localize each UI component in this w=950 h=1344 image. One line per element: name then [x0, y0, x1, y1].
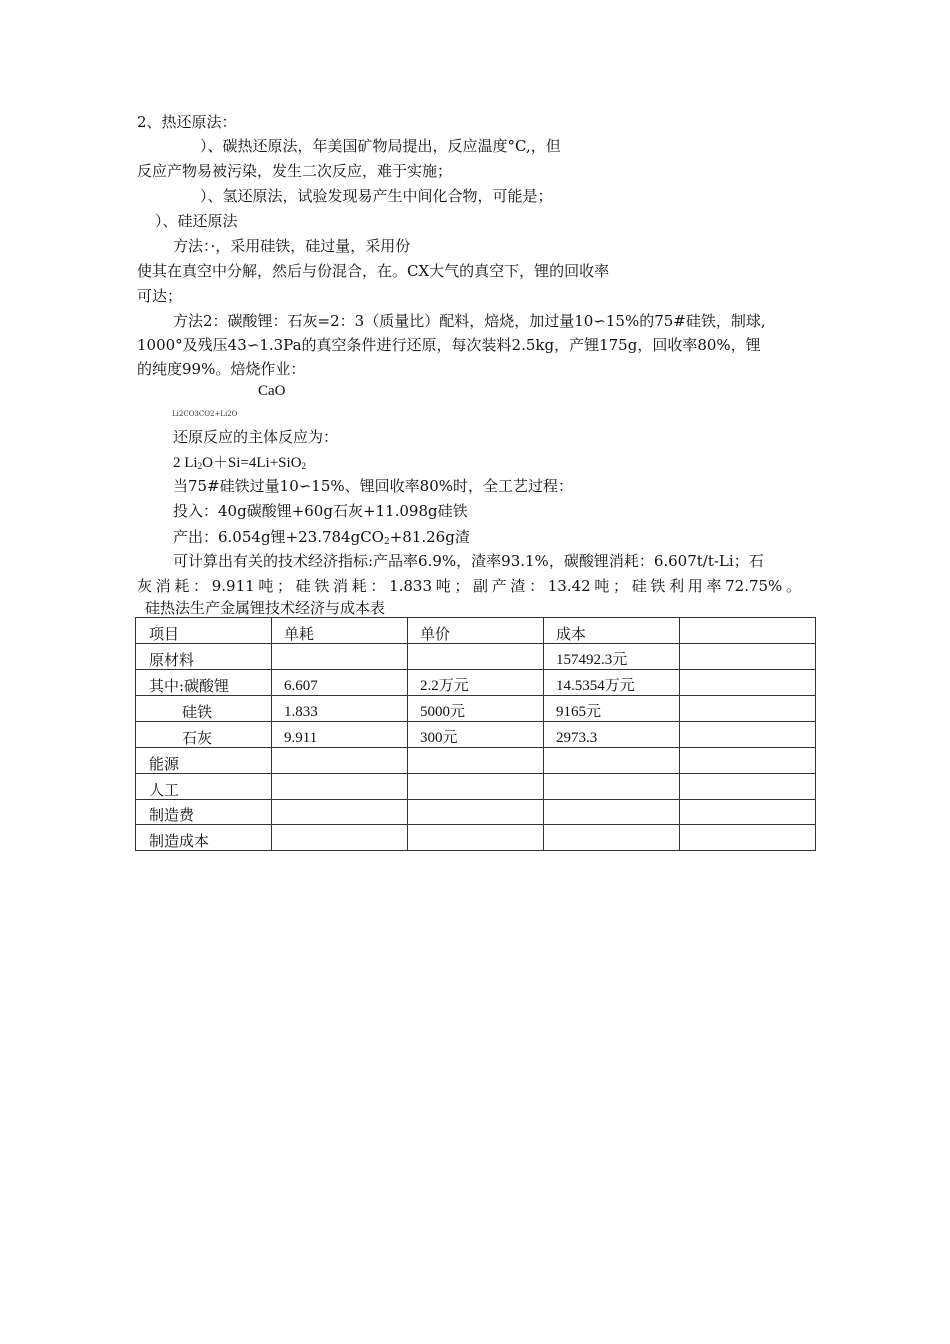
table-cell: [680, 696, 816, 722]
text-line: ）、氢还原法，试验发现易产生中间化合物，可能是；: [200, 187, 553, 205]
table-header-row: [136, 618, 816, 644]
table-cell: [272, 825, 408, 851]
table-cell: [408, 748, 544, 774]
text-line: 灰消耗：9.911吨；硅铁消耗：1.833吨；副产渣：13.42吨；硅铁利用率72.75%。: [137, 577, 801, 595]
table-cell: [680, 825, 816, 851]
table-cell: 157492.3元: [544, 644, 680, 670]
table-cell: 原材料: [136, 644, 272, 670]
table-cell: [680, 644, 816, 670]
table-cell: 制造费: [136, 800, 272, 825]
table-cell: [680, 800, 816, 825]
text-line: 方法：·，采用硅铁，硅过量，采用份: [173, 237, 411, 255]
table-cell: 1.833: [272, 696, 408, 722]
table-cell: [680, 774, 816, 800]
table-cell: [680, 722, 816, 748]
table-cell: 制造成本: [136, 825, 272, 851]
table-cell: [408, 774, 544, 800]
table-row: [136, 670, 816, 696]
table-row: [136, 800, 816, 825]
table-row: [136, 696, 816, 722]
text-line: 还原反应的主体反应为：: [173, 428, 339, 446]
table-cell: 能源: [136, 748, 272, 774]
header-cell: 单耗: [272, 618, 408, 644]
table-cell: [272, 644, 408, 670]
table-cell: 9165元: [544, 696, 680, 722]
table-cell: 2.2万元: [408, 670, 544, 696]
formula-tiny: Li2CO3CO2+Li2O: [172, 410, 238, 418]
text-line: 可达；: [137, 287, 183, 305]
table-cell: 300元: [408, 722, 544, 748]
table-cell: [408, 825, 544, 851]
table-cell: 其中:碳酸锂: [136, 670, 272, 696]
table-cell: [544, 825, 680, 851]
table-cell: [544, 748, 680, 774]
table-cell: 石灰: [136, 722, 272, 748]
table-cell: 14.5354万元: [544, 670, 680, 696]
table-cell: 6.607: [272, 670, 408, 696]
table-cell: [680, 670, 816, 696]
table-cell: [272, 748, 408, 774]
table-cell: 人工: [136, 774, 272, 800]
text-line: 当75#硅铁过量10∽15%、锂回收率80%时，全工艺过程：: [173, 477, 573, 495]
reaction-equation: 2 $Li_2O+Si=4Li+SiO_2$: [173, 455, 307, 471]
header-cell: 成本: [544, 618, 680, 644]
table-cell: [408, 800, 544, 825]
table-row: [136, 825, 816, 851]
table-cell: 硅铁: [136, 696, 272, 722]
text-line: 投入：40g碳酸锂+60g石灰+11.098g硅铁: [173, 502, 468, 520]
table-row: [136, 774, 816, 800]
table-cell: 2973.3: [544, 722, 680, 748]
text-line: 方法2：碳酸锂：石灰=2：3（质量比）配料，焙烧，加过量10∽15%的75#硅铁，制球,: [173, 312, 766, 330]
table-cell: [544, 774, 680, 800]
text-line: ）、硅还原法: [155, 212, 238, 230]
text-line: 使其在真空中分解，然后与份混合，在。CX大气的真空下，锂的回收率: [137, 262, 610, 280]
header-cell: [680, 618, 816, 644]
text-line: 可计算出有关的技术经济指标:产品率6.9%，渣率93.1%，碳酸锂消耗：6.607t/t-Li；石: [173, 552, 764, 570]
table-caption: 硅热法生产金属锂技术经济与成本表: [145, 599, 386, 617]
table-cell: [408, 644, 544, 670]
table-row: [136, 722, 816, 748]
table-cell: [272, 774, 408, 800]
table-row: [136, 644, 816, 670]
formula-cao: CaO: [258, 383, 286, 399]
table-cell: [680, 748, 816, 774]
table-cell: 5000元: [408, 696, 544, 722]
section-heading: 2、热还原法：: [137, 113, 237, 131]
table-row: [136, 748, 816, 774]
table-cell: 9.911: [272, 722, 408, 748]
text-line: ）、碳热还原法，年美国矿物局提出，反应温度°C,，但: [200, 137, 561, 155]
cost-table: [135, 617, 816, 851]
text-line: 的纯度99%。焙烧作业：: [137, 360, 306, 378]
text-line: 1000°及残压43∽1.3Pa的真空条件进行还原，每次装料2.5kg，产锂175g，回收率80%，锂: [137, 336, 761, 354]
header-cell: 单价: [408, 618, 544, 644]
header-cell: 项目: [136, 618, 272, 644]
table-cell: [272, 800, 408, 825]
table-cell: [544, 800, 680, 825]
text-line: 反应产物易被污染，发生二次反应，难于实施；: [137, 162, 453, 180]
text-line: 产出：6.054g锂+23.784gCO$_2$+81.26g渣: [173, 528, 470, 547]
